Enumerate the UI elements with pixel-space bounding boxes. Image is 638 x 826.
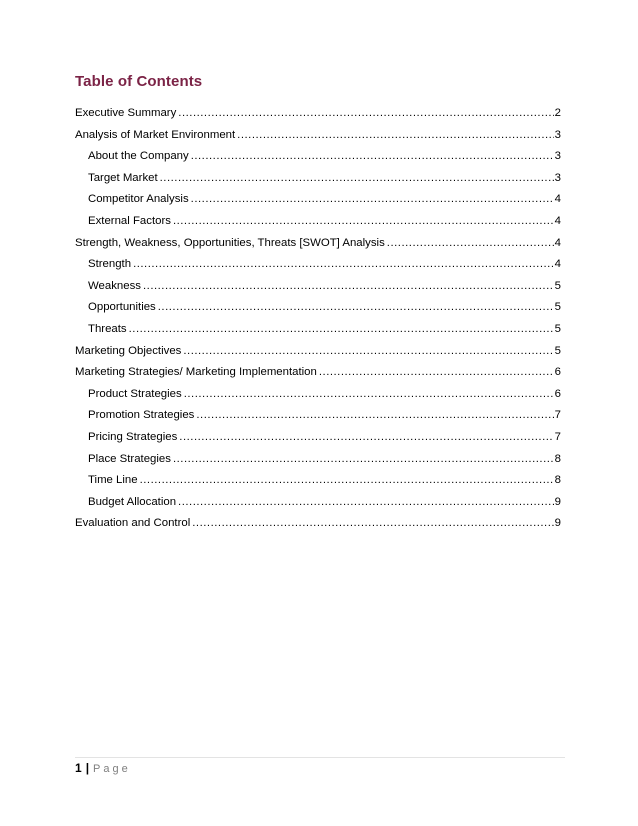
toc-entry-page: 9 — [554, 517, 561, 530]
toc-dot-leader — [129, 319, 554, 341]
toc-dot-leader — [196, 405, 553, 427]
toc-dot-leader — [191, 146, 554, 168]
toc-entry-label: Threats — [88, 322, 127, 335]
toc-entry-page: 4 — [554, 193, 561, 206]
toc-entry-label: Product Strategies — [88, 387, 182, 400]
toc-dot-leader — [183, 341, 553, 363]
toc-dot-leader — [173, 449, 554, 471]
toc-entry-page: 8 — [554, 452, 561, 465]
toc-entry-label: Budget Allocation — [88, 495, 177, 508]
toc-subentry[interactable] — [75, 427, 561, 449]
toc-entry-page: 9 — [554, 495, 561, 508]
toc-dot-leader — [191, 189, 554, 211]
toc-entry-label: Competitor Analysis — [88, 193, 189, 206]
toc-subentry[interactable] — [75, 384, 561, 406]
toc-dot-leader — [140, 470, 554, 492]
toc-subentry[interactable] — [75, 319, 561, 341]
toc-dot-leader — [179, 427, 553, 449]
toc-entry-page: 5 — [554, 344, 561, 357]
toc-subentry[interactable] — [75, 168, 561, 190]
toc-entry-label: Opportunities — [88, 301, 156, 314]
toc-subentry[interactable] — [75, 449, 561, 471]
toc-entry-page: 7 — [554, 430, 561, 443]
toc-dot-leader — [387, 233, 554, 255]
toc-entry-label: Marketing Strategies/ Marketing Implementation — [75, 366, 317, 379]
toc-entry[interactable] — [75, 362, 561, 384]
toc-entry-page: 5 — [554, 301, 561, 314]
toc-subentry[interactable] — [75, 492, 561, 514]
toc-subentry[interactable] — [75, 211, 561, 233]
toc-entry-label: Executive Summary — [75, 107, 177, 119]
footer-separator: | — [85, 761, 90, 775]
toc-entry-page: 4 — [554, 236, 561, 249]
toc-entry-page: 6 — [554, 366, 561, 379]
toc-dot-leader — [237, 125, 553, 147]
toc-subentry[interactable] — [75, 470, 561, 492]
toc-entry-page: 3 — [554, 171, 561, 184]
toc-entry-label: Time Line — [88, 474, 138, 487]
toc-entry-label: About the Company — [88, 150, 189, 163]
toc-entry-label: Evaluation and Control — [75, 517, 191, 530]
toc-dot-leader — [319, 362, 554, 384]
toc-dot-leader — [173, 211, 554, 233]
toc-entry-label: Target Market — [88, 171, 158, 184]
toc-list — [75, 103, 561, 535]
toc-entry-label: Promotion Strategies — [88, 409, 195, 422]
toc-title: Table of Contents — [75, 73, 203, 90]
toc-entry-page: 3 — [554, 150, 561, 163]
footer-page-word: Page — [93, 763, 131, 775]
toc-entry-label: External Factors — [88, 214, 171, 227]
toc-entry-page: 6 — [554, 387, 561, 400]
toc-entry-label: Pricing Strategies — [88, 430, 178, 443]
toc-entry-page: 7 — [554, 409, 561, 422]
page-footer — [75, 761, 131, 775]
toc-subentry[interactable] — [75, 146, 561, 168]
toc-dot-leader — [133, 254, 554, 276]
toc-dot-leader — [160, 168, 554, 190]
toc-dot-leader — [143, 276, 554, 298]
toc-entry-page: 3 — [554, 128, 561, 141]
toc-entry-page: 8 — [554, 474, 561, 487]
toc-entry-label: Strength, Weakness, Opportunities, Threats [SWOT] Analysis — [75, 236, 385, 249]
toc-entry[interactable] — [75, 233, 561, 255]
toc-entry[interactable] — [75, 341, 561, 363]
toc-entry[interactable] — [75, 513, 561, 535]
toc-dot-leader — [192, 513, 553, 535]
toc-subentry[interactable] — [75, 276, 561, 298]
toc-entry-page: 2 — [554, 107, 561, 119]
toc-dot-leader — [158, 297, 554, 319]
toc-dot-leader — [178, 103, 553, 125]
toc-entry-label: Weakness — [88, 279, 141, 292]
toc-entry[interactable] — [75, 125, 561, 147]
toc-subentry[interactable] — [75, 297, 561, 319]
toc-entry-label: Marketing Objectives — [75, 344, 182, 357]
toc-dot-leader — [178, 492, 554, 514]
toc-entry-page: 4 — [554, 258, 561, 271]
toc-entry-label: Analysis of Market Environment — [75, 128, 236, 141]
footer-page-number: 1 — [75, 761, 82, 775]
toc-subentry[interactable] — [75, 405, 561, 427]
toc-entry-page: 5 — [554, 279, 561, 292]
toc-subentry[interactable] — [75, 254, 561, 276]
toc-dot-leader — [184, 384, 554, 406]
toc-subentry[interactable] — [75, 189, 561, 211]
toc-entry-page: 4 — [554, 214, 561, 227]
footer-divider — [75, 757, 565, 758]
toc-entry[interactable] — [75, 103, 561, 125]
toc-entry-page: 5 — [554, 322, 561, 335]
toc-entry-label: Strength — [88, 258, 132, 271]
toc-entry-label: Place Strategies — [88, 452, 171, 465]
